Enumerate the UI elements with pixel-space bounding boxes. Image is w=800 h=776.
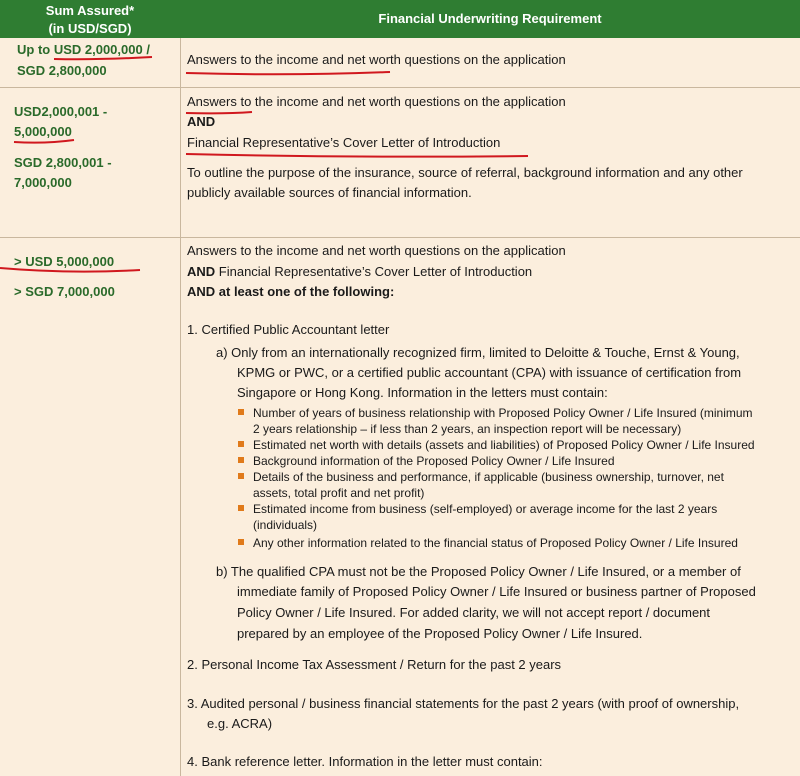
bullet-text: (individuals): [253, 518, 318, 532]
row-divider: [0, 237, 800, 238]
item-b-line: b) The qualified CPA must not be the Proposed Policy Owner / Life Insured, or a member of: [216, 564, 741, 579]
tier3-sgd: > SGD 7,000,000: [14, 284, 115, 299]
row2-and: AND: [187, 114, 216, 129]
header-sum-assured: [0, 0, 180, 38]
item-a-line: KPMG or PWC, or a certified public accountant (CPA) with issuance of certification from: [237, 365, 742, 380]
tier2-usd-line1: USD2,000,001 -: [14, 104, 108, 119]
bullet-text: Number of years of business relationship with Proposed Policy Owner / Life Insured (minimum: [253, 406, 753, 420]
header-left-line2: (in USD/SGD): [48, 21, 132, 36]
item-b-line: Policy Owner / Life Insured. For added clarity, we will not accept report / document: [237, 605, 711, 620]
bullet-icon: [238, 409, 244, 415]
bullet-text: Details of the business and performance, if applicable (business ownership, turnover, net: [253, 470, 724, 484]
row2-cover-letter: Financial Representative’s Cover Letter of Introduction: [187, 135, 501, 150]
item-a-line: Singapore or Hong Kong. Information in the letters must contain:: [237, 385, 608, 400]
bullet-icon: [238, 441, 244, 447]
bullet-text: Any other information related to the financial status of Proposed Policy Owner / Life Insured: [253, 536, 738, 550]
row2-desc-line2: publicly available sources of financial information.: [187, 185, 472, 200]
row-divider: [0, 87, 800, 88]
header-left-line1: Sum Assured*: [45, 3, 135, 18]
sum-assured-column: [0, 38, 181, 776]
bullet-text: Estimated income from business (self-employed) or average income for the last 2 years: [253, 502, 718, 516]
row1-requirement: Answers to the income and net worth questions on the application: [187, 52, 566, 67]
row3-and-cover-letter: [187, 262, 532, 282]
row3-answers: Answers to the income and net worth questions on the application: [187, 243, 566, 258]
bullet-text: Estimated net worth with details (assets and liabilities) of Proposed Policy Owner / Life Insured: [253, 438, 755, 452]
tier1-usd: Up to USD 2,000,000 /: [17, 42, 150, 57]
bullet-icon: [238, 473, 244, 479]
item-4-bank-reference: 4. Bank reference letter. Information in the letter must contain:: [187, 754, 543, 769]
row3-and-rest: Financial Representative’s Cover Letter of Introduction: [215, 264, 533, 279]
item-b-line: immediate family of Proposed Policy Owner / Life Insured or business partner of Proposed: [237, 584, 756, 599]
item-3-audited-statements: 3. Audited personal / business financial statements for the past 2 years (with proof of ownership,: [187, 696, 740, 711]
item-2-tax-assessment: 2. Personal Income Tax Assessment / Return for the past 2 years: [187, 657, 562, 672]
tier3-usd: > USD 5,000,000: [14, 254, 115, 269]
bullet-text: assets, total profit and net profit): [253, 486, 425, 500]
item-3-line2: e.g. ACRA): [207, 716, 273, 731]
bullet-text: Background information of the Proposed Policy Owner / Life Insured: [253, 454, 615, 468]
bullet-text: 2 years relationship – if less than 2 years, an inspection report will be necessary): [253, 422, 682, 436]
row3-at-least: AND at least one of the following:: [187, 284, 395, 299]
tier2-sgd-line2: 7,000,000: [14, 175, 72, 190]
bullet-icon: [238, 457, 244, 463]
row2-desc-line1: To outline the purpose of the insurance, source of referral, background information and any other: [187, 165, 743, 180]
tier1-sgd: SGD 2,800,000: [17, 63, 107, 78]
item-1-cpa-letter: 1. Certified Public Accountant letter: [187, 322, 390, 337]
bullet-icon: [238, 539, 244, 545]
item-b-line: prepared by an employee of the Proposed Policy Owner / Life Insured.: [237, 626, 643, 641]
bullet-icon: [238, 505, 244, 511]
tier2-usd-line2: 5,000,000: [14, 124, 72, 139]
tier2-sgd-line1: SGD 2,800,001 -: [14, 155, 112, 170]
header-requirement: Financial Underwriting Requirement: [180, 0, 800, 38]
row2-answers: Answers to the income and net worth questions on the application: [187, 94, 566, 109]
item-a-line: a) Only from an internationally recognized firm, limited to Deloitte & Touche, Ernst & Young,: [216, 345, 740, 360]
row3-and-bold: AND: [187, 264, 216, 279]
